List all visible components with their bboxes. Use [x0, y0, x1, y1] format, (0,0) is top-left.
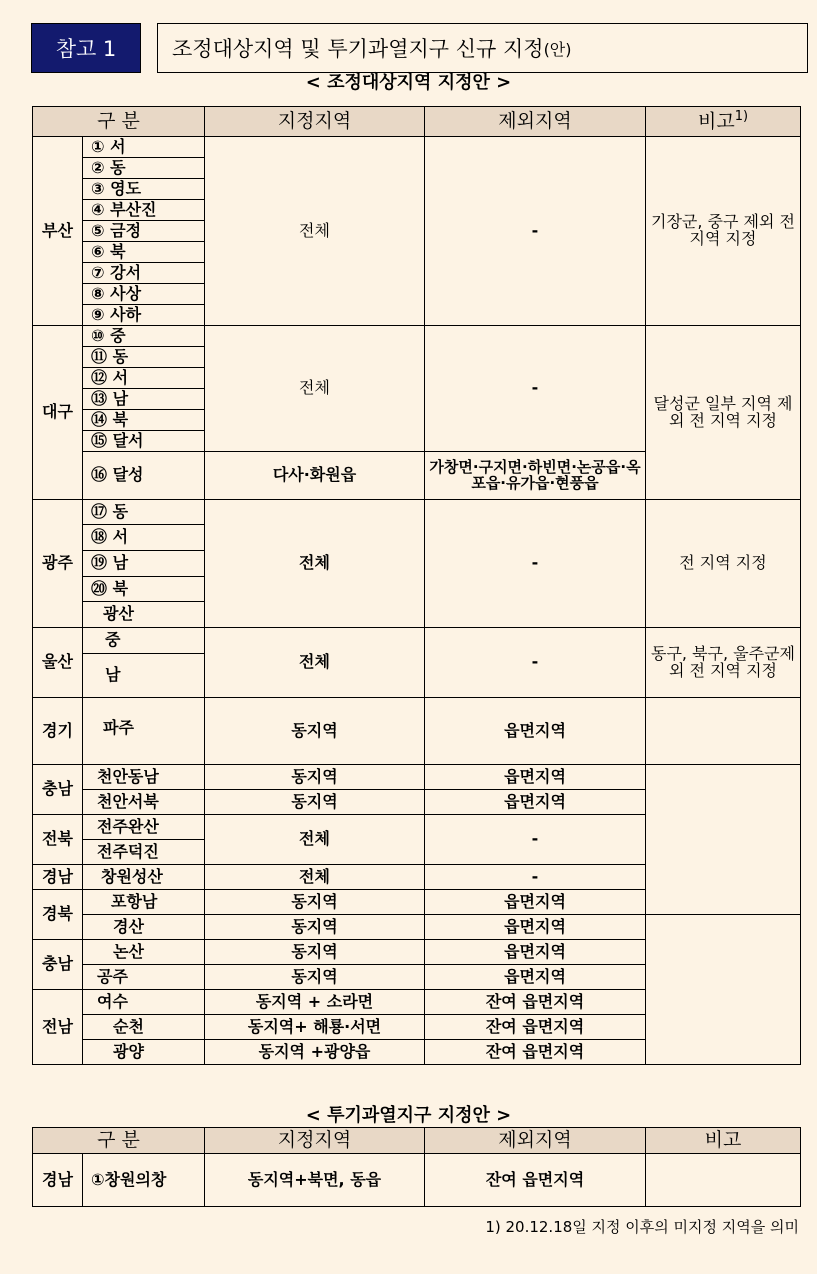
district-item: 남 [83, 654, 205, 698]
excluded-cell: 읍면지역 [425, 940, 646, 965]
busan-excluded: - [425, 137, 646, 326]
note-cell [646, 765, 801, 915]
region-chungnam-2: 충남 [33, 940, 83, 990]
page-title-text: 조정대상지역 및 투기과열지구 신규 지정 [172, 37, 544, 61]
district-item: ⑨ 사하 [83, 305, 205, 326]
table1-heading: < 조정대상지역 지정안 > [305, 72, 512, 93]
page-title [157, 23, 808, 73]
dalseong-excluded: 가창면·구지면·하빈면·논공읍·옥포읍·유가읍·현풍읍 [425, 452, 646, 500]
designated-cell: 동지역+ 해룡·서면 [205, 1015, 425, 1040]
gwangju-designated: 전체 [205, 500, 425, 628]
district-item: ⑪ 동 [83, 347, 205, 368]
region-daegu: 대구 [33, 326, 83, 500]
col-excluded: 제외지역 [425, 1128, 646, 1154]
district-item: ①창원의창 [83, 1154, 205, 1207]
excluded-cell: - [425, 865, 646, 890]
table-row [33, 326, 801, 347]
table-row [33, 137, 801, 158]
region-jeonnam: 전남 [33, 990, 83, 1065]
busan-note: 기장군, 중구 제외 전 지역 지정 [646, 137, 801, 326]
ulsan-excluded: - [425, 628, 646, 698]
district-item: 중 [83, 628, 205, 654]
district-item: ⑰ 동 [83, 500, 205, 525]
col-category: 구 분 [33, 1128, 205, 1154]
district-item: 논산 [83, 940, 205, 965]
district-item: 광산 [83, 602, 205, 628]
gyeonggi-excluded: 읍면지역 [425, 698, 646, 765]
excluded-cell: 읍면지역 [425, 890, 646, 915]
region-jeonbuk: 전북 [33, 815, 83, 865]
designated-cell: 동지역 [205, 915, 425, 940]
region-chungnam: 충남 [33, 765, 83, 815]
gwangju-excluded: - [425, 500, 646, 628]
designated-cell: 전체 [205, 815, 425, 865]
ulsan-designated: 전체 [205, 628, 425, 698]
note-cell [646, 1154, 801, 1207]
designated-cell: 동지역+북면, 동읍 [205, 1154, 425, 1207]
gyeonggi-designated: 동지역 [205, 698, 425, 765]
table-row [33, 915, 801, 940]
district-item: ⑬ 남 [83, 389, 205, 410]
reference-tag: 참고 1 [31, 23, 141, 73]
table-row [33, 1154, 801, 1207]
daegu-excluded: - [425, 326, 646, 452]
excluded-cell: 읍면지역 [425, 790, 646, 815]
district-item: 파주 [83, 698, 205, 765]
excluded-cell: - [425, 815, 646, 865]
table2-heading: < 투기과열지구 지정안 > [305, 1105, 512, 1126]
busan-designated: 전체 [205, 137, 425, 326]
district-item: ④ 부산진 [83, 200, 205, 221]
table2-header-row [33, 1128, 801, 1154]
daegu-note: 달성군 일부 지역 제외 전 지역 지정 [646, 326, 801, 500]
excluded-cell: 잔여 읍면지역 [425, 1040, 646, 1065]
excluded-cell: 읍면지역 [425, 965, 646, 990]
district-item: ⑥ 북 [83, 242, 205, 263]
col-note [646, 107, 801, 137]
district-item: ⑦ 강서 [83, 263, 205, 284]
col-category: 구 분 [33, 107, 205, 137]
table-row [33, 500, 801, 525]
region-gyeongbuk: 경북 [33, 890, 83, 940]
region-gyeongnam: 경남 [33, 865, 83, 890]
table-row [33, 765, 801, 790]
district-item: 순천 [83, 1015, 205, 1040]
col-note-label: 비고 [697, 110, 735, 133]
district-item: ② 동 [83, 158, 205, 179]
district-item: ③ 영도 [83, 179, 205, 200]
col-note: 비고 [646, 1128, 801, 1154]
region-gwangju: 광주 [33, 500, 83, 628]
district-item: ⑭ 북 [83, 410, 205, 431]
excluded-cell: 잔여 읍면지역 [425, 990, 646, 1015]
region-busan: 부산 [33, 137, 83, 326]
district-item: ⑱ 서 [83, 525, 205, 551]
table-row [33, 698, 801, 765]
adjustment-area-table [32, 106, 801, 1065]
overheated-district-table [32, 1127, 801, 1207]
col-excluded: 제외지역 [425, 107, 646, 137]
ulsan-note: 동구, 북구, 울주군제외 전 지역 지정 [646, 628, 801, 698]
district-item: ① 서 [83, 137, 205, 158]
designated-cell: 동지역 [205, 940, 425, 965]
district-item: 창원성산 [83, 865, 205, 890]
footnote: 1) 20.12.18일 지정 이후의 미지정 지역을 의미 [485, 1218, 799, 1236]
designated-cell: 동지역 + 소라면 [205, 990, 425, 1015]
district-item: ⑫ 서 [83, 368, 205, 389]
excluded-cell: 읍면지역 [425, 915, 646, 940]
gyeonggi-note [646, 698, 801, 765]
note-cell [646, 915, 801, 1065]
designated-cell: 동지역 [205, 965, 425, 990]
region-ulsan: 울산 [33, 628, 83, 698]
district-item: 광양 [83, 1040, 205, 1065]
designated-cell: 동지역 [205, 890, 425, 915]
district-item: 공주 [83, 965, 205, 990]
dalseong-designated: 다사·화원읍 [205, 452, 425, 500]
district-item: 천안동남 [83, 765, 205, 790]
table-row [33, 628, 801, 654]
designated-cell: 전체 [205, 865, 425, 890]
district-item: ⑮ 달서 [83, 431, 205, 452]
district-item: ⑳ 북 [83, 577, 205, 602]
excluded-cell: 읍면지역 [425, 765, 646, 790]
district-item: ⑲ 남 [83, 551, 205, 577]
region-gyeongnam: 경남 [33, 1154, 83, 1207]
page-title-suffix: (안) [543, 39, 572, 59]
district-item: ⑩ 중 [83, 326, 205, 347]
designated-cell: 동지역 [205, 790, 425, 815]
col-designated: 지정지역 [205, 1128, 425, 1154]
district-item: 천안서북 [83, 790, 205, 815]
excluded-cell: 잔여 읍면지역 [425, 1154, 646, 1207]
table1-header-row [33, 107, 801, 137]
excluded-cell: 잔여 읍면지역 [425, 1015, 646, 1040]
district-item: 경산 [83, 915, 205, 940]
district-item: 포항남 [83, 890, 205, 915]
designated-cell: 동지역 [205, 765, 425, 790]
daegu-designated: 전체 [205, 326, 425, 452]
district-item: ⑧ 사상 [83, 284, 205, 305]
district-item: ⑤ 금정 [83, 221, 205, 242]
district-item: ⑯ 달성 [83, 452, 205, 500]
col-note-sup: 1) [734, 109, 749, 125]
region-gyeonggi: 경기 [33, 698, 83, 765]
designated-cell: 동지역 +광양읍 [205, 1040, 425, 1065]
gwangju-note: 전 지역 지정 [646, 500, 801, 628]
district-item: 전주덕진 [83, 840, 205, 865]
district-item: 전주완산 [83, 815, 205, 840]
district-item: 여수 [83, 990, 205, 1015]
col-designated: 지정지역 [205, 107, 425, 137]
